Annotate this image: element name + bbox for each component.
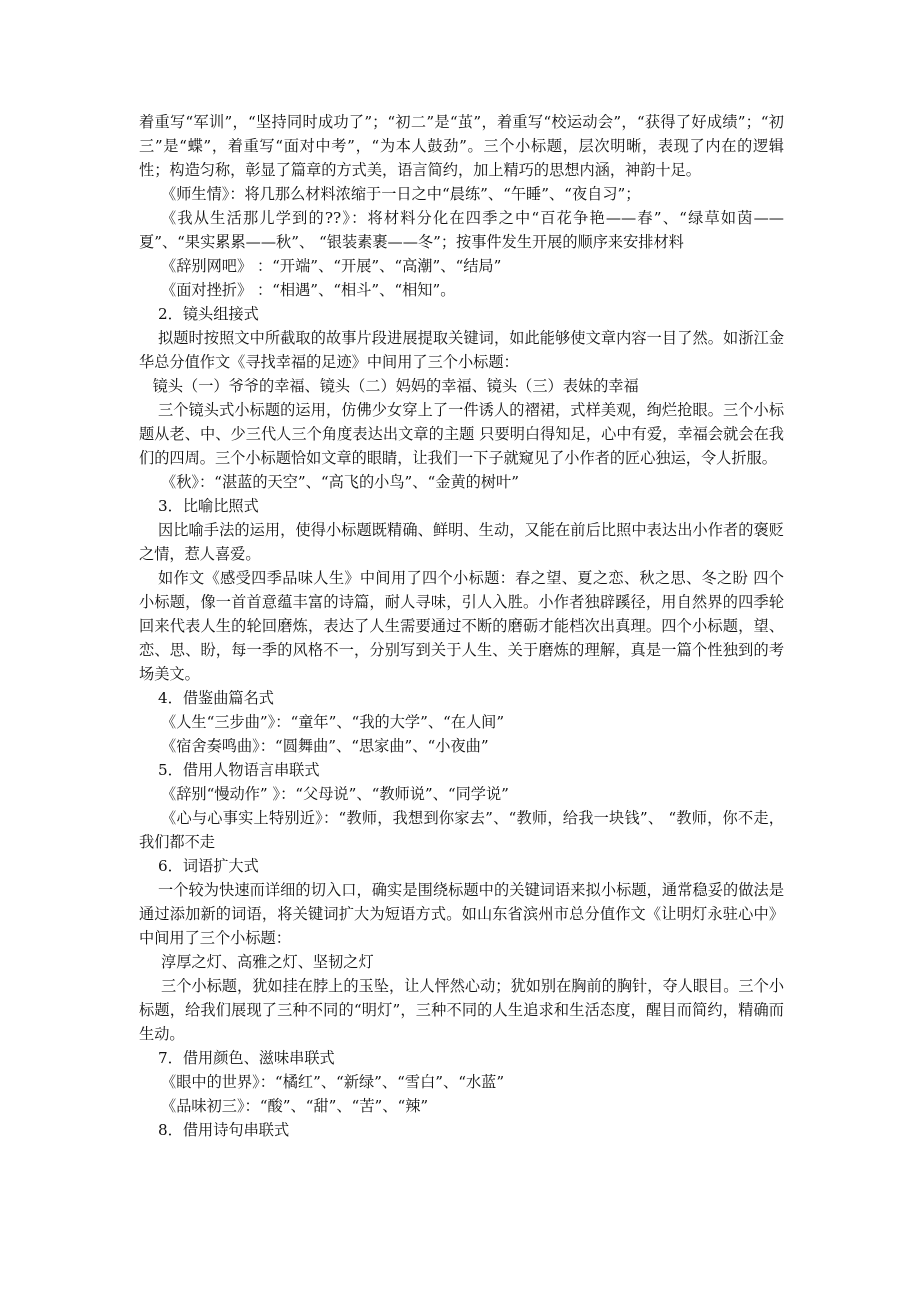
paragraph-intro: 着重写“军训”，“坚持同时成功了”；“初二”是“茧”，着重写“校运动会”，“获得了好成绩”；“初三”是“蝶”，着重写“面对中考”，“为本人鼓劲”。三个小标题，层次明晰，表现了内在的逻辑性；构造匀称，彰显了篇章的方式美，语言简约，加上精巧的思想内涵，神韵十足。 — [139, 113, 784, 179]
paragraph-jingtou-analysis: 三个镜头式小标题的运用，仿佛少女穿上了一件诱人的褶裙，式样美观，绚烂抢眼。三个小标题从老、中、少三代人三个角度表达出文章的主题 只要明白得知足，心中有爱，幸福会就会在我们的四周。三个小标题恰如文章的眼睛，让我们一下子就窥见了小作者的匠心独运，令人折服。 — [139, 401, 784, 467]
heading-3: 3．比喻比照式 — [158, 497, 259, 515]
jingtou-titles: 镜头（一）爷爷的幸福、镜头（二）妈妈的幸福、镜头（三）表妹的幸福 — [152, 377, 639, 395]
paragraph-biyu: 因比喻手法的运用，使得小标题既精确、鲜明、生动，又能在前后比照中表达出小作者的褒贬之情，惹人喜爱。 — [139, 521, 784, 563]
example-cuozhe: 《面对挫折》 ：“相遇”、“相斗”、“相知”。 — [161, 281, 456, 299]
example-mandongzuo: 《辞别“慢动作” 》：“父母说”、“教师说”、“同学说” — [161, 785, 509, 803]
example-shisheng: 《师生情》：将几那么材料浓缩于一日之中“晨练”、“午睡”、“夜自习”； — [161, 185, 641, 203]
document-body — [139, 110, 784, 1142]
paragraph-deng-analysis: 三个小标题，犹如挂在脖上的玉坠，让人怦然心动；犹如别在胸前的胸针，夺人眼目。三个小标题，给我们展现了三种不同的“明灯”，三种不同的人生追求和生活态度，醒目而简约，精确而生动。 — [139, 977, 784, 1043]
deng-titles: 淳厚之灯、高雅之灯、坚韧之灯 — [161, 953, 374, 971]
paragraph-ciyu: 一个较为快速而详细的切入口，确实是围绕标题中的关键词语来拟小标题，通常稳妥的做法是通过添加新的词语，将关键词扩大为短语方式。如山东省滨州市总分值作文《让明灯永驻心中》中间用了三个小标题： — [139, 881, 784, 947]
heading-4: 4．借鉴曲篇名式 — [158, 689, 274, 707]
example-xinyuxinshi: 《心与心事实上特别近》：“教师，我想到你家去”、“教师，给我一块钱”、 “教师，你不走，我们都不走 — [139, 809, 784, 851]
example-yanzhong: 《眼中的世界》：“橘红”、“新绿”、“雪白”、“水蓝” — [161, 1073, 505, 1091]
example-qiu: 《秋》：“湛蓝的天空”、“高飞的小鸟”、“金黄的树叶” — [161, 473, 519, 491]
heading-7: 7．借用颜色、滋味串联式 — [158, 1049, 335, 1067]
heading-2: 2．镜头组接式 — [158, 305, 259, 323]
heading-8: 8．借用诗句串联式 — [158, 1121, 290, 1139]
paragraph-jingtou: 拟题时按照文中所截取的故事片段进展提取关键词，如此能够使文章内容一目了然。如浙江金华总分值作文《寻找幸福的足迹》中间用了三个小标题： — [139, 329, 784, 371]
example-rensheng: 《人生“三步曲”》：“童年”、“我的大学”、“在人间” — [161, 713, 505, 731]
heading-5: 5．借用人物语言串联式 — [158, 761, 320, 779]
example-pinwei: 《品味初三》：“酸”、“甜”、“苦”、“辣” — [161, 1097, 429, 1115]
example-sushe: 《宿舍奏鸣曲》：“圆舞曲”、“思家曲”、“小夜曲” — [161, 737, 489, 755]
paragraph-siji: 如作文《感受四季品味人生》中间用了四个小标题：春之望、夏之恋、秋之思、冬之盼 四个小标题，像一首首意蕴丰富的诗篇，耐人寻味，引人入胜。小作者独辟蹊径，用自然界的四季轮回来代表人生的轮回磨炼，表达了人生需要通过不断的磨砺才能档次出真理。四个小标题，望、恋、思、盼，每一季的风格不一，分别写到关于人生、关于磨炼的理解，真是一篇个性独到的考场美文。 — [139, 569, 784, 683]
heading-6: 6．词语扩大式 — [158, 857, 259, 875]
example-cibie-wangba: 《辞别网吧》 ：“开端”、“开展”、“高潮”、“结局” — [161, 257, 502, 275]
example-shenghuo: 《我从生活那儿学到的??》：将材料分化在四季之中“百花争艳——春”、“绿草如茵——夏”、“果实累累——秋”、 “银装素裹——冬”；按事件发生开展的顺序来安排材料 — [139, 209, 784, 251]
